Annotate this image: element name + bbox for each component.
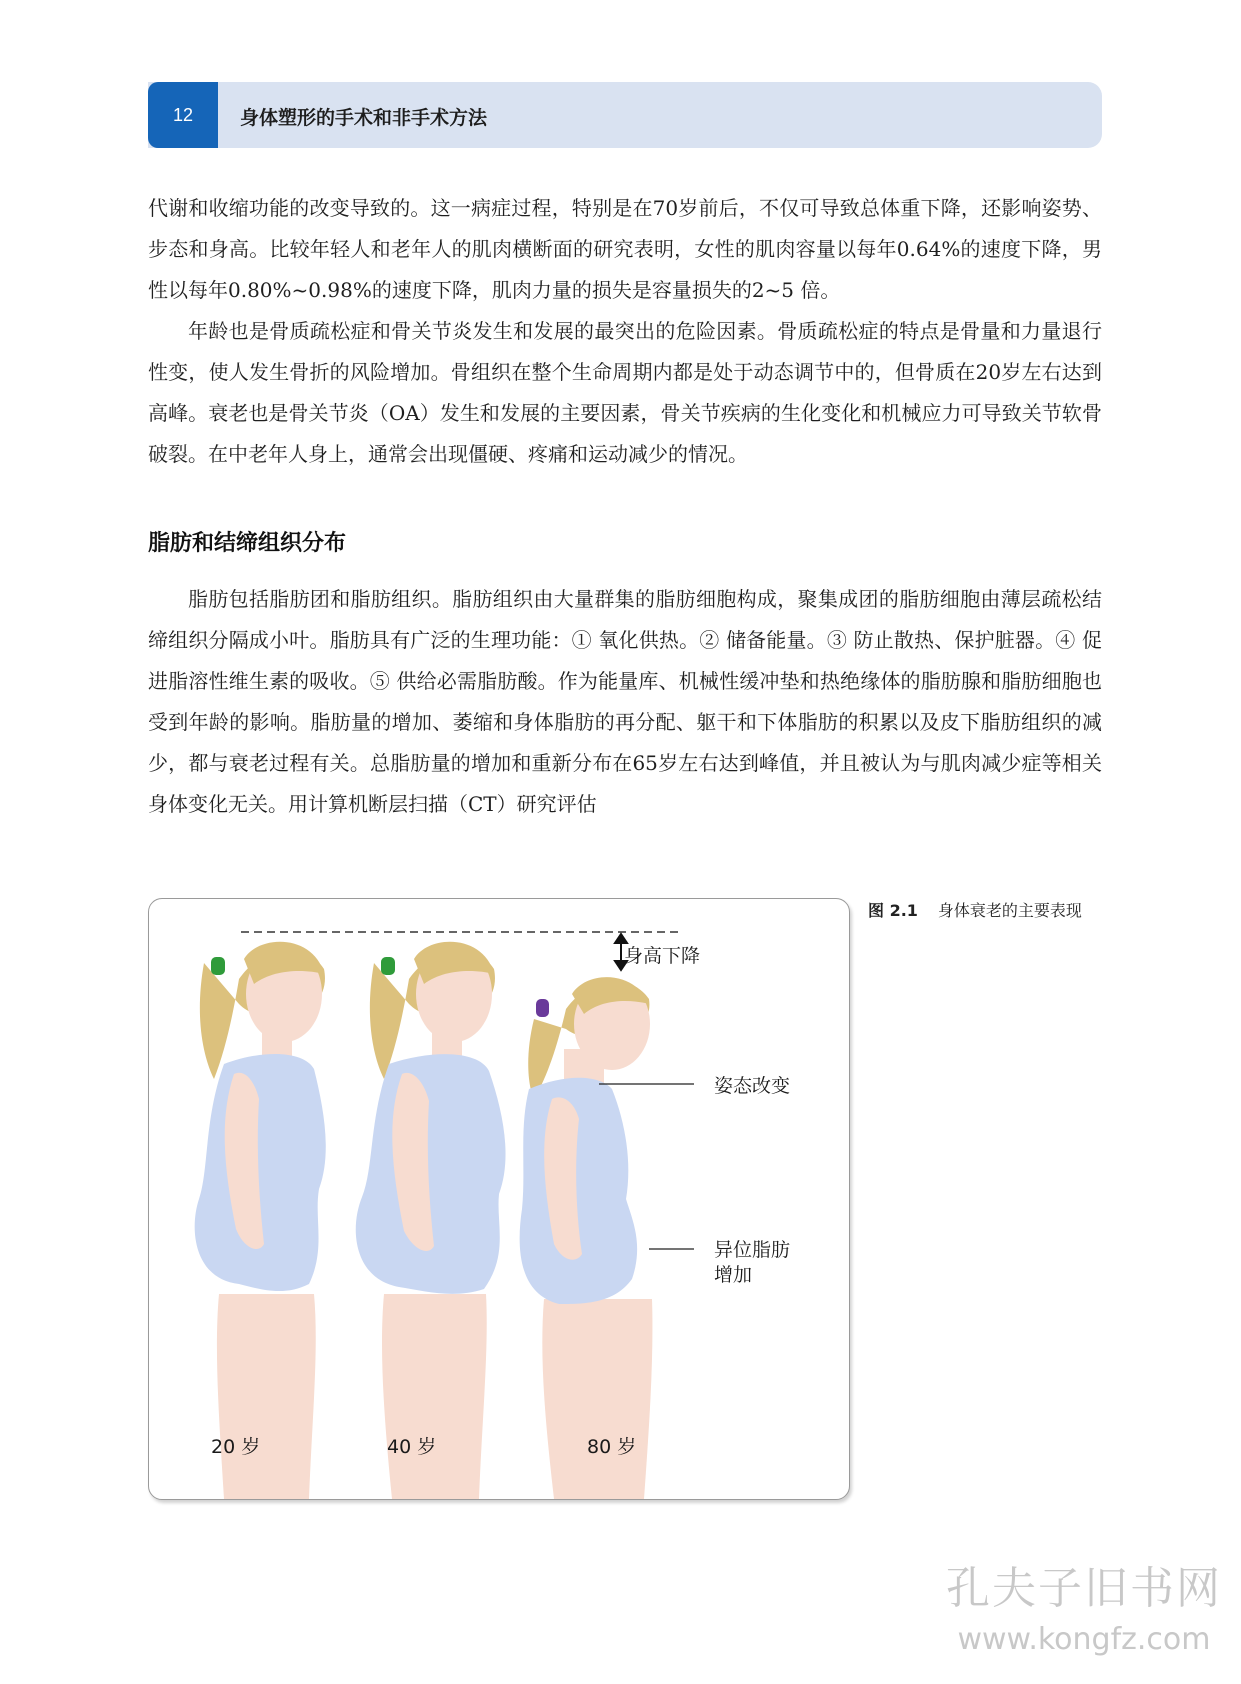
watermark-url: www.kongfz.com (957, 1622, 1211, 1657)
age-label-80: 80 岁 (587, 1436, 637, 1458)
label-height-loss: 身高下降 (624, 945, 701, 967)
chapter-title: 身体塑形的手术和非手术方法 (240, 107, 488, 129)
figure-age-40 (356, 942, 506, 1499)
label-ectopic-fat-2: 增加 (714, 1264, 753, 1286)
legs (217, 1294, 316, 1499)
leotard (520, 1078, 638, 1304)
page-number: 12 (148, 82, 218, 148)
age-label-20: 20 岁 (211, 1436, 261, 1458)
aging-body-illustration (149, 899, 849, 1499)
figure-age-80 (520, 977, 653, 1499)
leotard (356, 1054, 506, 1294)
section-heading: 脂肪和结缔组织分布 (148, 531, 347, 556)
legs (542, 1299, 652, 1499)
label-ectopic-fat-1: 异位脂肪 (714, 1239, 791, 1261)
figure-age-20 (195, 942, 326, 1499)
watermark-name: 孔夫子旧书网 (946, 1563, 1222, 1614)
figure-caption (868, 898, 1082, 921)
figure-number: 图 2.1 (868, 901, 918, 920)
legs (382, 1294, 487, 1499)
paragraph-2: 年龄也是骨质疏松症和骨关节炎发生和发展的最突出的危险因素。骨质疏松症的特点是骨量和力量退行性变，使人发生骨折的风险增加。骨组织在整个生命周期内都是处于动态调节中的，但骨质在20岁左右达到高峰。衰老也是骨关节炎（OA）发生和发展的主要因素，骨关节疾病的生化变化和机械应力可导致关节软骨破裂。在中老年人身上，通常会出现僵硬、疼痛和运动减少的情况。 (148, 319, 1102, 466)
leotard (195, 1054, 326, 1291)
age-label-40: 40 岁 (387, 1436, 437, 1458)
paragraph-3: 脂肪包括脂肪团和脂肪组织。脂肪组织由大量群集的脂肪细胞构成，聚集成团的脂肪细胞由薄层疏松结缔组织分隔成小叶。脂肪具有广泛的生理功能：① 氧化供热。② 储备能量。③ 防止散热、保护脏器。④ 促进脂溶性维生素的吸收。⑤ 供给必需脂肪酸。作为能量库、机械性缓冲垫和热绝缘体的脂肪腺和脂肪细胞也受到年龄的影响。脂肪量的增加、萎缩和身体脂肪的再分配、躯干和下体脂肪的积累以及皮下脂肪组织的减少，都与衰老过程有关。总脂肪量的增加和重新分布在65岁左右达到峰值，并且被认为与肌肉减少症等相关身体变化无关。用计算机断层扫描（CT）研究评估 (148, 587, 1102, 816)
label-posture-change: 姿态改变 (714, 1075, 791, 1097)
figure-caption-text: 身体衰老的主要表现 (937, 901, 1082, 920)
paragraph-1: 代谢和收缩功能的改变导致的。这一病症过程，特别是在70岁前后，不仅可导致总体重下降，还影响姿势、步态和身高。比较年轻人和老年人的肌肉横断面的研究表明，女性的肌肉容量以每年0.64%的速度下降，男性以每年0.80%~0.98%的速度下降，肌肉力量的损失是容量损失的2~5 倍。 (148, 196, 1102, 302)
figure-2-1 (148, 898, 850, 1500)
watermark (944, 1552, 1224, 1657)
